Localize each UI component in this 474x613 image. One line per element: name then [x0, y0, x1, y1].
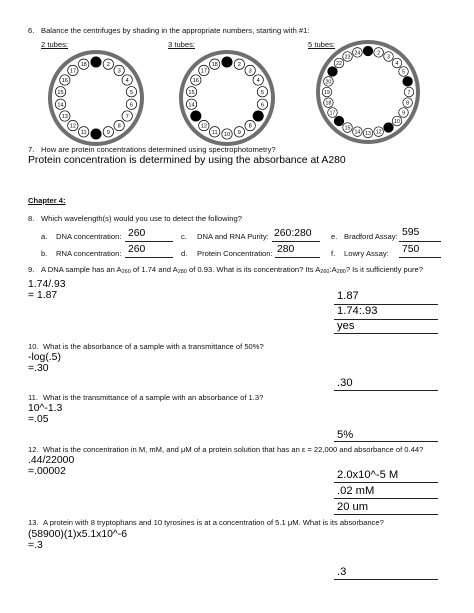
q8-c-label: DNA and RNA Purity:	[197, 232, 269, 241]
q9-work-line-2: = 1.87	[28, 290, 58, 301]
q10-answer: .30	[337, 377, 353, 389]
q9-answer-concentration: 1.87	[337, 290, 359, 302]
q8-d-answer: 280	[277, 244, 295, 255]
q8-f-blank	[399, 257, 441, 258]
rotor-slot-filled	[191, 111, 201, 121]
q13-number: 13.	[28, 518, 39, 527]
rotor-slot-label: 4	[256, 78, 260, 85]
rotor-slot-filled	[91, 129, 101, 139]
rotor-slot-label: 2	[106, 62, 110, 69]
q11-answer: 5%	[337, 429, 354, 441]
rotor-slot-filled	[222, 57, 232, 67]
rotor-slot-filled	[334, 116, 344, 126]
centrifuge-rotor-5-tubes	[314, 38, 422, 146]
q12-answer-molar: 2.0x10^-5 M	[337, 469, 399, 481]
rotor-slot-label: 9	[237, 129, 241, 136]
rotor-slot-label: 14	[354, 129, 361, 136]
q8-e-answer: 595	[402, 227, 420, 238]
q8-d-letter: d.	[181, 249, 188, 258]
rotor-slot-label: 23	[344, 54, 351, 61]
q8-number: 8.	[28, 214, 35, 223]
q12-number: 12.	[28, 445, 39, 454]
q9-prompt: A DNA sample has an $A_{260}$ of 1.74 and $A_{280}$ of 0.93. What is its concentration? Its $A_{260}:A_{280}$? Is it sufficiently pure?	[41, 265, 423, 275]
rotor-slot-label: 22	[336, 60, 342, 67]
q9-work-line-1: 1.74/.93	[28, 279, 66, 290]
q8-b-letter: b.	[41, 249, 48, 258]
q8-a-answer: 260	[128, 228, 146, 239]
q11-prompt: What is the transmittance of a sample with an absorbance of 1.3?	[43, 393, 264, 402]
q11-work-line-1: 10^-1.3	[28, 403, 63, 414]
rotor-slot-label: 12	[375, 129, 382, 136]
q8-e-blank	[399, 241, 441, 242]
rotor-slot-label: 13	[61, 114, 68, 121]
q8-a-blank	[125, 241, 173, 242]
q10-work-line-1: -log(.5)	[28, 352, 61, 363]
rotor-slot-label: 20	[325, 79, 332, 86]
q10-answer-line	[334, 390, 438, 391]
rotor-slot-label: 15	[188, 89, 195, 96]
rotor-slot-label: 18	[80, 62, 87, 69]
q12-work-line-1: .44/22000	[28, 455, 75, 466]
q10-number: 10.	[28, 342, 39, 351]
rotor-slot-label: 10	[394, 118, 400, 125]
rotor-slot-label: 12	[69, 123, 76, 130]
q13-work-line-2: =.3	[28, 540, 43, 551]
q9-number: 9.	[28, 265, 35, 274]
q6-label-5-tubes: 5 tubes:	[308, 40, 336, 49]
q8-a-label: DNA concentration:	[56, 232, 122, 241]
q13-answer-line	[334, 579, 438, 580]
q10-prompt: What is the absorbance of a sample with a transmittance of 50%?	[43, 342, 264, 351]
q9-answer-line-3	[334, 333, 438, 334]
q12-work-line-2: =.00002	[28, 466, 66, 477]
rotor-slot-label: 18	[211, 62, 218, 69]
rotor-slot-label: 18	[325, 100, 332, 107]
rotor-slot-label: 5	[402, 69, 405, 76]
q7-answer: Protein concentration is determined by using the absorbance at A280	[28, 155, 346, 166]
q7-number: 7.	[28, 145, 35, 154]
q12-answer-line-3	[334, 514, 438, 515]
q7-prompt: How are protein concentrations determined using spectrophotometry?	[41, 145, 276, 154]
q8-b-label: RNA concentration:	[56, 249, 122, 258]
rotor-slot-label: 15	[344, 125, 351, 132]
rotor-ring	[318, 42, 418, 142]
chapter-heading: Chapter 4:	[28, 196, 66, 205]
rotor-slot-label: 15	[57, 89, 64, 96]
q13-work-line-1: (58900)(1)x5.1x10^-6	[28, 529, 128, 540]
centrifuge-rotor-3-tubes	[177, 48, 277, 148]
rotor-slot-label: 17	[329, 110, 336, 117]
q8-a-letter: a.	[41, 232, 48, 241]
q8-b-blank	[125, 257, 173, 258]
q12-answer-millimolar: .02 mM	[337, 485, 375, 497]
rotor-slot-label: 8	[248, 123, 252, 130]
rotor-slot-label: 13	[365, 130, 371, 137]
q8-prompt: Which wavelength(s) would you use to detect the following?	[41, 214, 242, 223]
q6-label-3-tubes: 3 tubes:	[168, 40, 196, 49]
rotor-slot-filled	[91, 57, 101, 67]
rotor-slot-label: 2	[377, 50, 381, 57]
q13-prompt: A protein with 8 tryptophans and 10 tyrosines is at a concentration of 5.1 μM. What is its absorbance?	[43, 518, 384, 527]
rotor-slot-label: 5	[260, 89, 265, 96]
rotor-slot-label: 2	[237, 62, 241, 69]
q11-work-line-2: =.05	[28, 414, 49, 425]
q6-number: 6.	[28, 26, 35, 35]
q6-label-2-tubes: 2 tubes:	[41, 40, 69, 49]
rotor-slot-label: 14	[57, 102, 64, 109]
q13-answer: .3	[337, 566, 347, 578]
q8-f-label: Lowry Assay:	[344, 249, 389, 258]
rotor-slot-label: 7	[407, 89, 411, 96]
q12-answer-line-2	[334, 498, 438, 499]
rotor-slot-label: 7	[125, 114, 129, 121]
rotor-slot-filled	[403, 77, 413, 87]
rotor-slot-label: 10	[223, 132, 231, 139]
rotor-slot-label: 4	[125, 78, 129, 85]
q9-answer-purity: yes	[337, 320, 355, 332]
centrifuge-rotor-2-tubes	[46, 48, 146, 148]
rotor-slot-filled	[384, 123, 394, 133]
rotor-slot-label: 3	[117, 68, 121, 75]
rotor-slot-label: 11	[80, 129, 87, 136]
q8-b-answer: 260	[128, 244, 146, 255]
q8-f-letter: f.	[331, 249, 336, 258]
q12-prompt: What is the concentration in M, mM, and μM of a protein solution that has an ε = 22,000 and absorbance of 0.44?	[43, 445, 424, 454]
q11-number: 11.	[28, 393, 38, 402]
rotor-slot-label: 12	[200, 123, 207, 130]
rotor-slot-label: 6	[129, 102, 134, 109]
rotor-slot-label: 5	[129, 89, 134, 96]
q8-f-answer: 750	[402, 244, 420, 255]
rotor-slot-label: 17	[69, 68, 76, 75]
q8-c-answer: 260:280	[274, 228, 312, 239]
rotor-slot-label: 24	[354, 50, 361, 57]
rotor-slot-label: 9	[106, 129, 110, 136]
q12-answer-line-1	[334, 482, 438, 483]
q8-e-label: Bradford Assay:	[344, 232, 398, 241]
q6-prompt: Balance the centrifuges by shading in the appropriate numbers, starting with #1:	[41, 26, 310, 35]
rotor-slot-label: 11	[211, 129, 218, 136]
rotor-slot-label: 17	[200, 68, 207, 75]
rotor-slot-label: 16	[192, 78, 199, 85]
q12-answer-micromolar: 20 um	[337, 501, 369, 513]
q9-answer-ratio: 1.74:.93	[337, 305, 378, 317]
rotor-slot-label: 4	[395, 60, 399, 67]
rotor-slot-label: 9	[402, 110, 405, 117]
q8-d-blank	[275, 257, 320, 258]
q8-c-blank	[272, 241, 320, 242]
rotor-slot-filled	[363, 46, 373, 56]
rotor-slot-filled	[253, 111, 263, 121]
rotor-slot-label: 3	[387, 54, 390, 61]
rotor-slot-label: 14	[188, 102, 195, 109]
rotor-slot-label: 3	[248, 68, 252, 75]
rotor-slot-label: 8	[406, 100, 410, 107]
rotor-slot-label: 19	[324, 89, 330, 96]
rotor-slot-label: 6	[260, 102, 265, 109]
rotor-slot-label: 8	[117, 123, 121, 130]
rotor-slot-filled	[328, 67, 338, 77]
q10-work-line-2: =.30	[28, 363, 49, 374]
q11-answer-line	[334, 441, 438, 442]
q8-d-label: Protein Concentration:	[197, 249, 273, 258]
q8-e-letter: e.	[331, 232, 338, 241]
q8-c-letter: c.	[181, 232, 187, 241]
rotor-slot-label: 16	[61, 78, 68, 85]
